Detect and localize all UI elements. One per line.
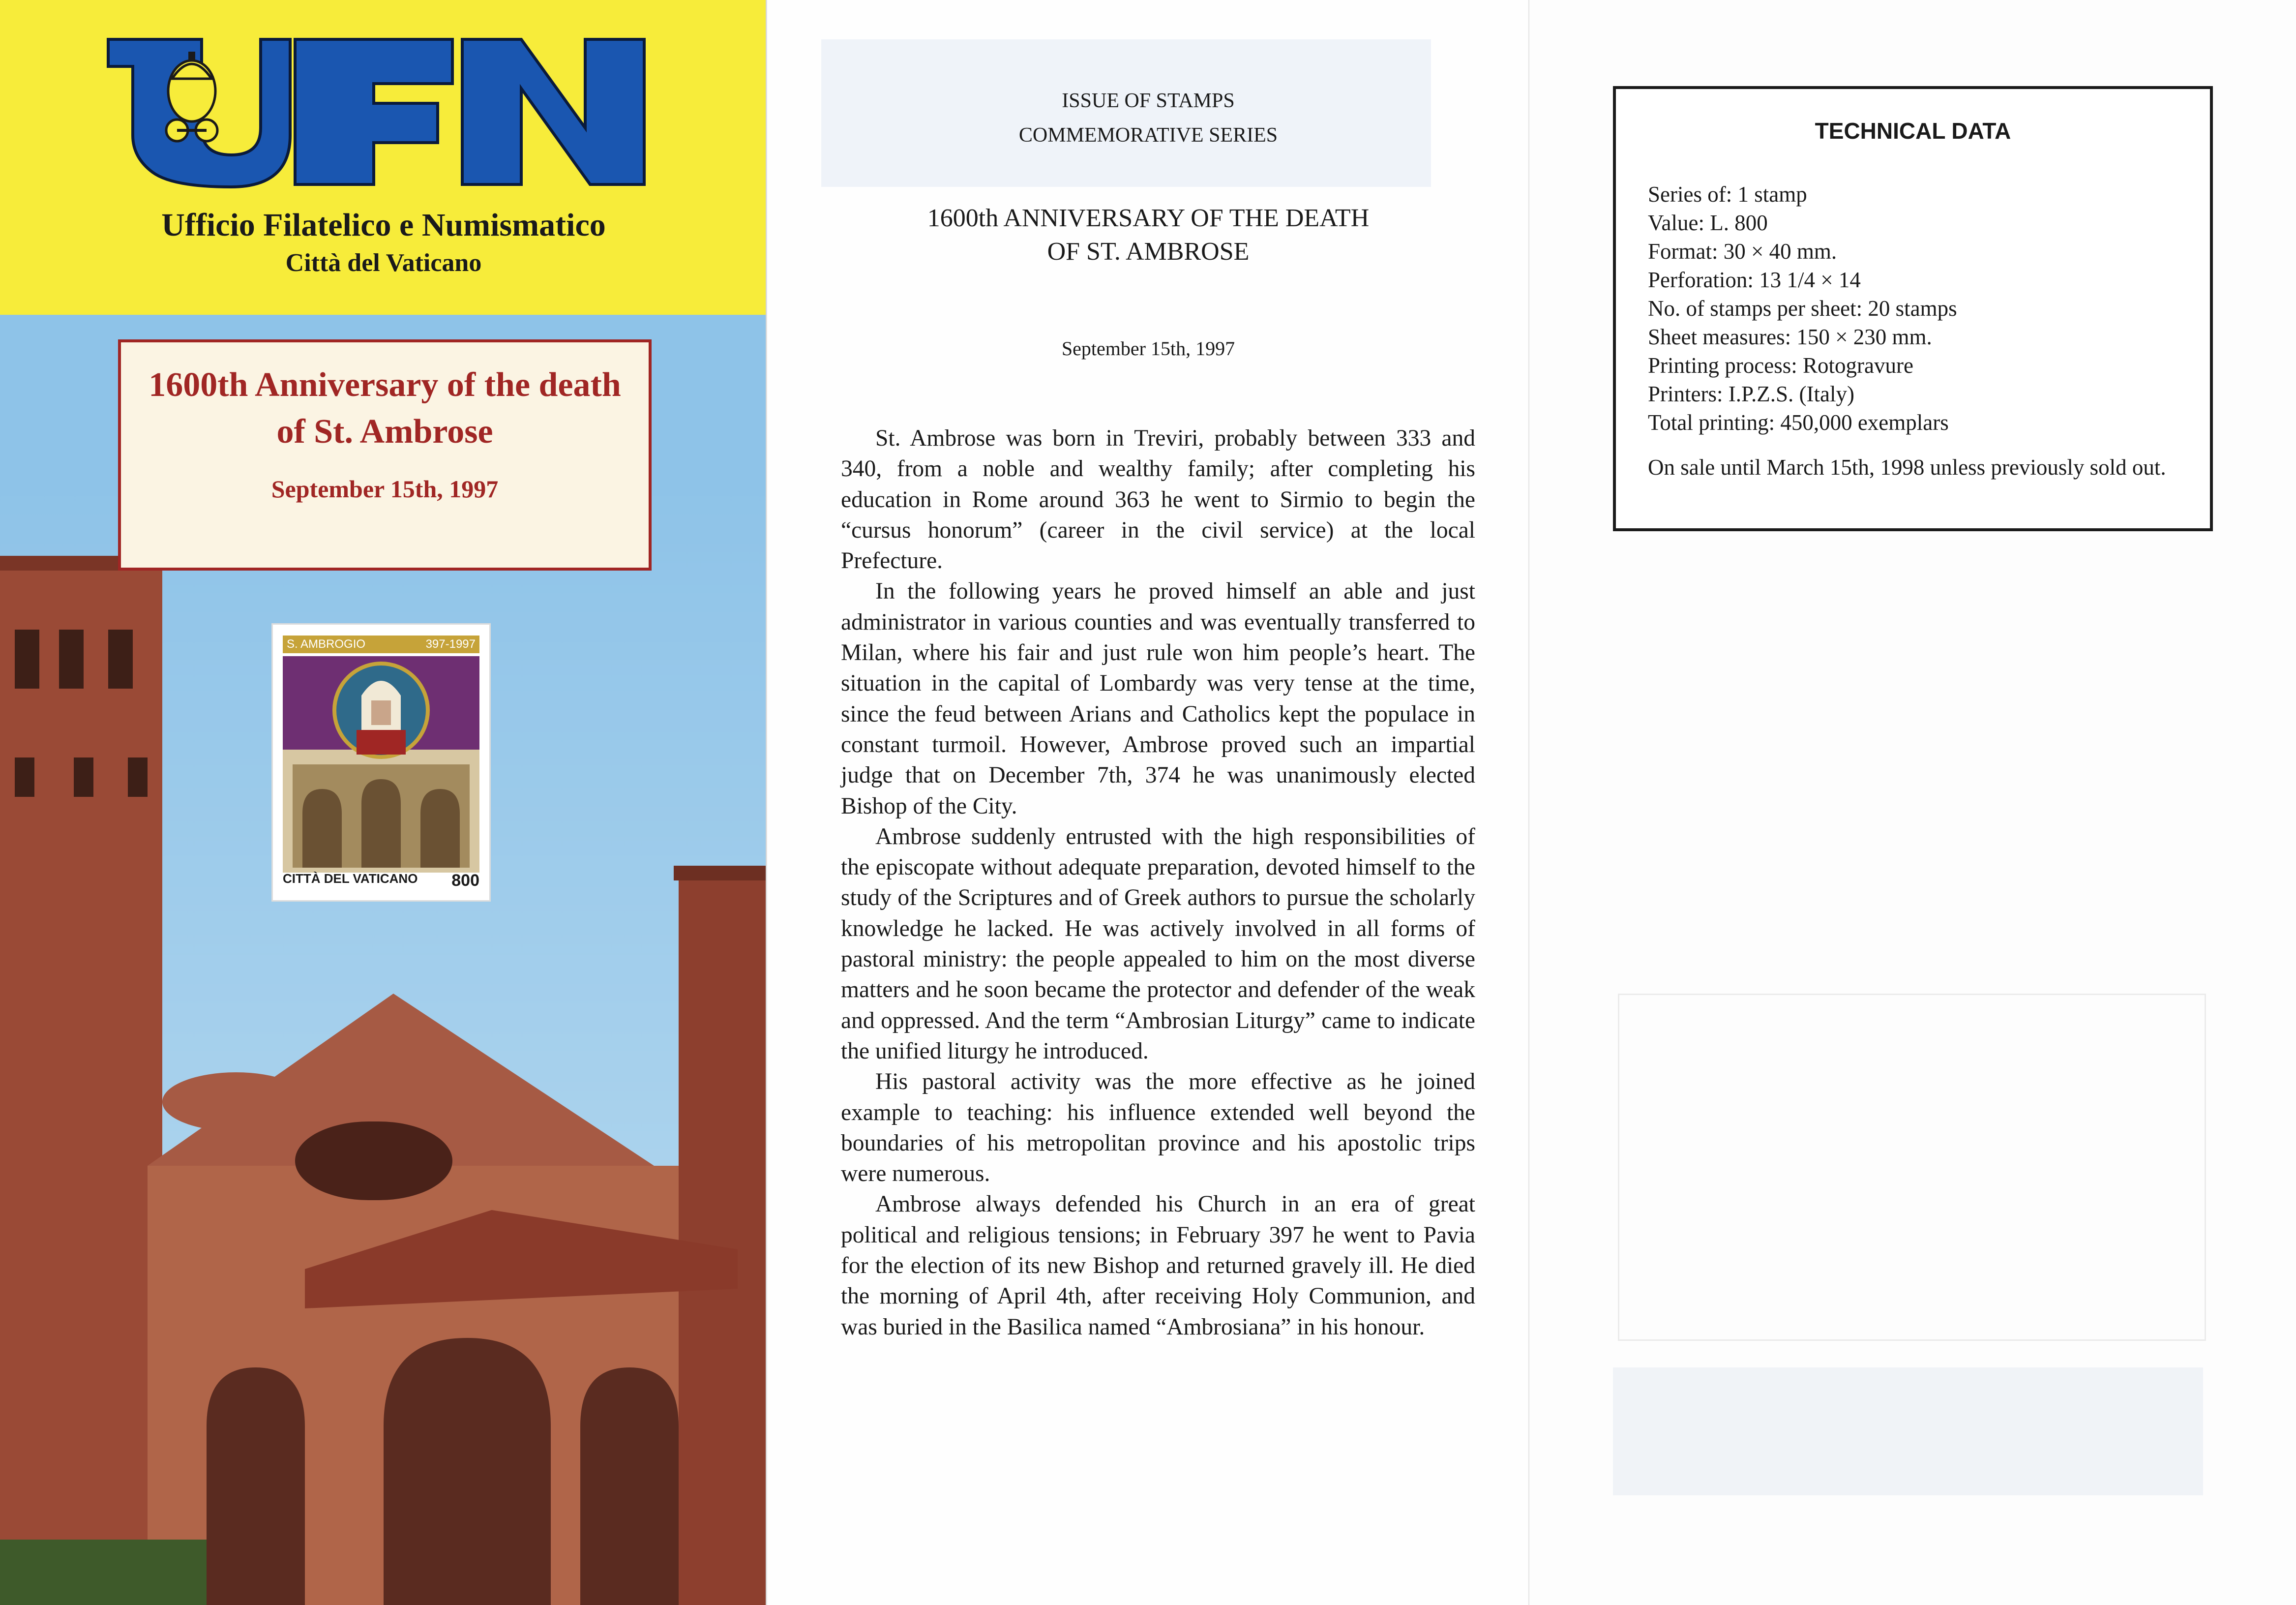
document-title-line1: 1600th ANNIVERSARY OF THE DEATH	[927, 204, 1370, 232]
text-panel	[767, 0, 1529, 1605]
technical-item: Printing process: Rotogravure	[1648, 353, 1913, 378]
cover-date: September 15th, 1997	[271, 475, 499, 503]
technical-item: Sheet measures: 150 × 230 mm.	[1648, 325, 1932, 349]
stamp-value: 800	[451, 871, 479, 890]
bleed-through-logo-back	[1613, 1367, 2203, 1495]
stamp-years: 397-1997	[425, 637, 476, 651]
stamp-artwork	[283, 656, 479, 873]
article-paragraph: His pastoral activity was the more effective as he joined example to teaching: his influence extended well beyond the boundaries of his metropolitan province and his apostolic trips were numerous.	[841, 1069, 1475, 1187]
article-body	[841, 423, 1475, 1342]
technical-data-box	[1613, 86, 2213, 531]
stamp-footer	[283, 871, 479, 890]
technical-item: No. of stamps per sheet: 20 stamps	[1648, 296, 1957, 321]
stamp-subject: S. AMBROGIO	[287, 637, 366, 651]
technical-panel	[1529, 0, 2296, 1605]
article-paragraph: St. Ambrose was born in Treviri, probably between 333 and 340, from a noble and wealthy family; after completing his education in Rome around 363 he went to Sirmio to begin the “cursus honorum” (career in the civil service) at the local Prefecture.	[841, 425, 1475, 574]
technical-item: Series of: 1 stamp	[1648, 182, 1807, 207]
article-paragraph: In the following years he proved himself an able and just administrator in various counties and was eventually transferred to Milan, where his fair and just rule won him people’s heart. The situation in the capital of Lombardy was very tense at the time, since the feud between Arians and Catholics kept the populace in constant turmoil. However, Ambrose proved such an impartial judge that on December 7th, 374 he was unanimously elected Bishop of the City.	[841, 578, 1475, 819]
technical-item: Format: 30 × 40 mm.	[1648, 239, 1837, 264]
document-title	[767, 202, 1529, 269]
org-city: Città del Vaticano	[285, 249, 482, 277]
technical-item: Value: L. 800	[1648, 211, 1768, 235]
org-name: Ufficio Filatelico e Numismatico	[161, 207, 606, 243]
technical-item: Printers: I.P.Z.S. (Italy)	[1648, 382, 1854, 406]
issue-header	[767, 84, 1529, 152]
document-date: September 15th, 1997	[1061, 337, 1235, 360]
issue-line2: COMMEMORATIVE SERIES	[1018, 124, 1278, 147]
cover-title-box	[118, 339, 652, 571]
article-paragraph: Ambrose suddenly entrusted with the high responsibilities of the episcopate without adequate preparation, devoted himself to the study of the Scriptures and of Greek authors to pursue the scholarly knowledge he lacked. He was actively involved in all forms of pastoral ministry: the people appealed to him on the most diverse matters and he soon became the protector and defender of the weak and oppressed. And the term “Ambrosian Liturgy” came to indicate the unified liturgy he introduced.	[841, 823, 1475, 1064]
document-title-line2: OF ST. AMBROSE	[1047, 238, 1250, 266]
technical-item: Perforation: 13 1/4 × 14	[1648, 268, 1861, 292]
stamp-country: CITTÀ DEL VATICANO	[283, 871, 418, 886]
article-paragraph: Ambrose always defended his Church in an era of great political and religious tensions; in February 397 he went to Pavia for the election of its new Bishop and returned gravely ill. He died the morning of April 4th, after receiving Holy Communion, and was buried in the Basilica named “Ambrosiana” in his honour.	[841, 1191, 1475, 1340]
technical-item: Total printing: 450,000 exemplars	[1648, 410, 1949, 435]
sale-period-note: On sale until March 15th, 1998 unless previously sold out.	[1648, 455, 2166, 480]
issue-line1: ISSUE OF STAMPS	[1062, 90, 1235, 112]
cover-title-line1: 1600th Anniversary of the death	[149, 366, 621, 404]
ufn-logo	[98, 30, 654, 192]
cover-title-line2: of St. Ambrose	[276, 412, 493, 451]
technical-data-title: TECHNICAL DATA	[1815, 118, 2011, 144]
stamp-image	[273, 625, 489, 900]
cover-panel	[0, 0, 767, 1605]
technical-data-list	[1648, 180, 2189, 437]
stamp-header	[283, 636, 479, 653]
bleed-through-box	[1618, 994, 2206, 1341]
